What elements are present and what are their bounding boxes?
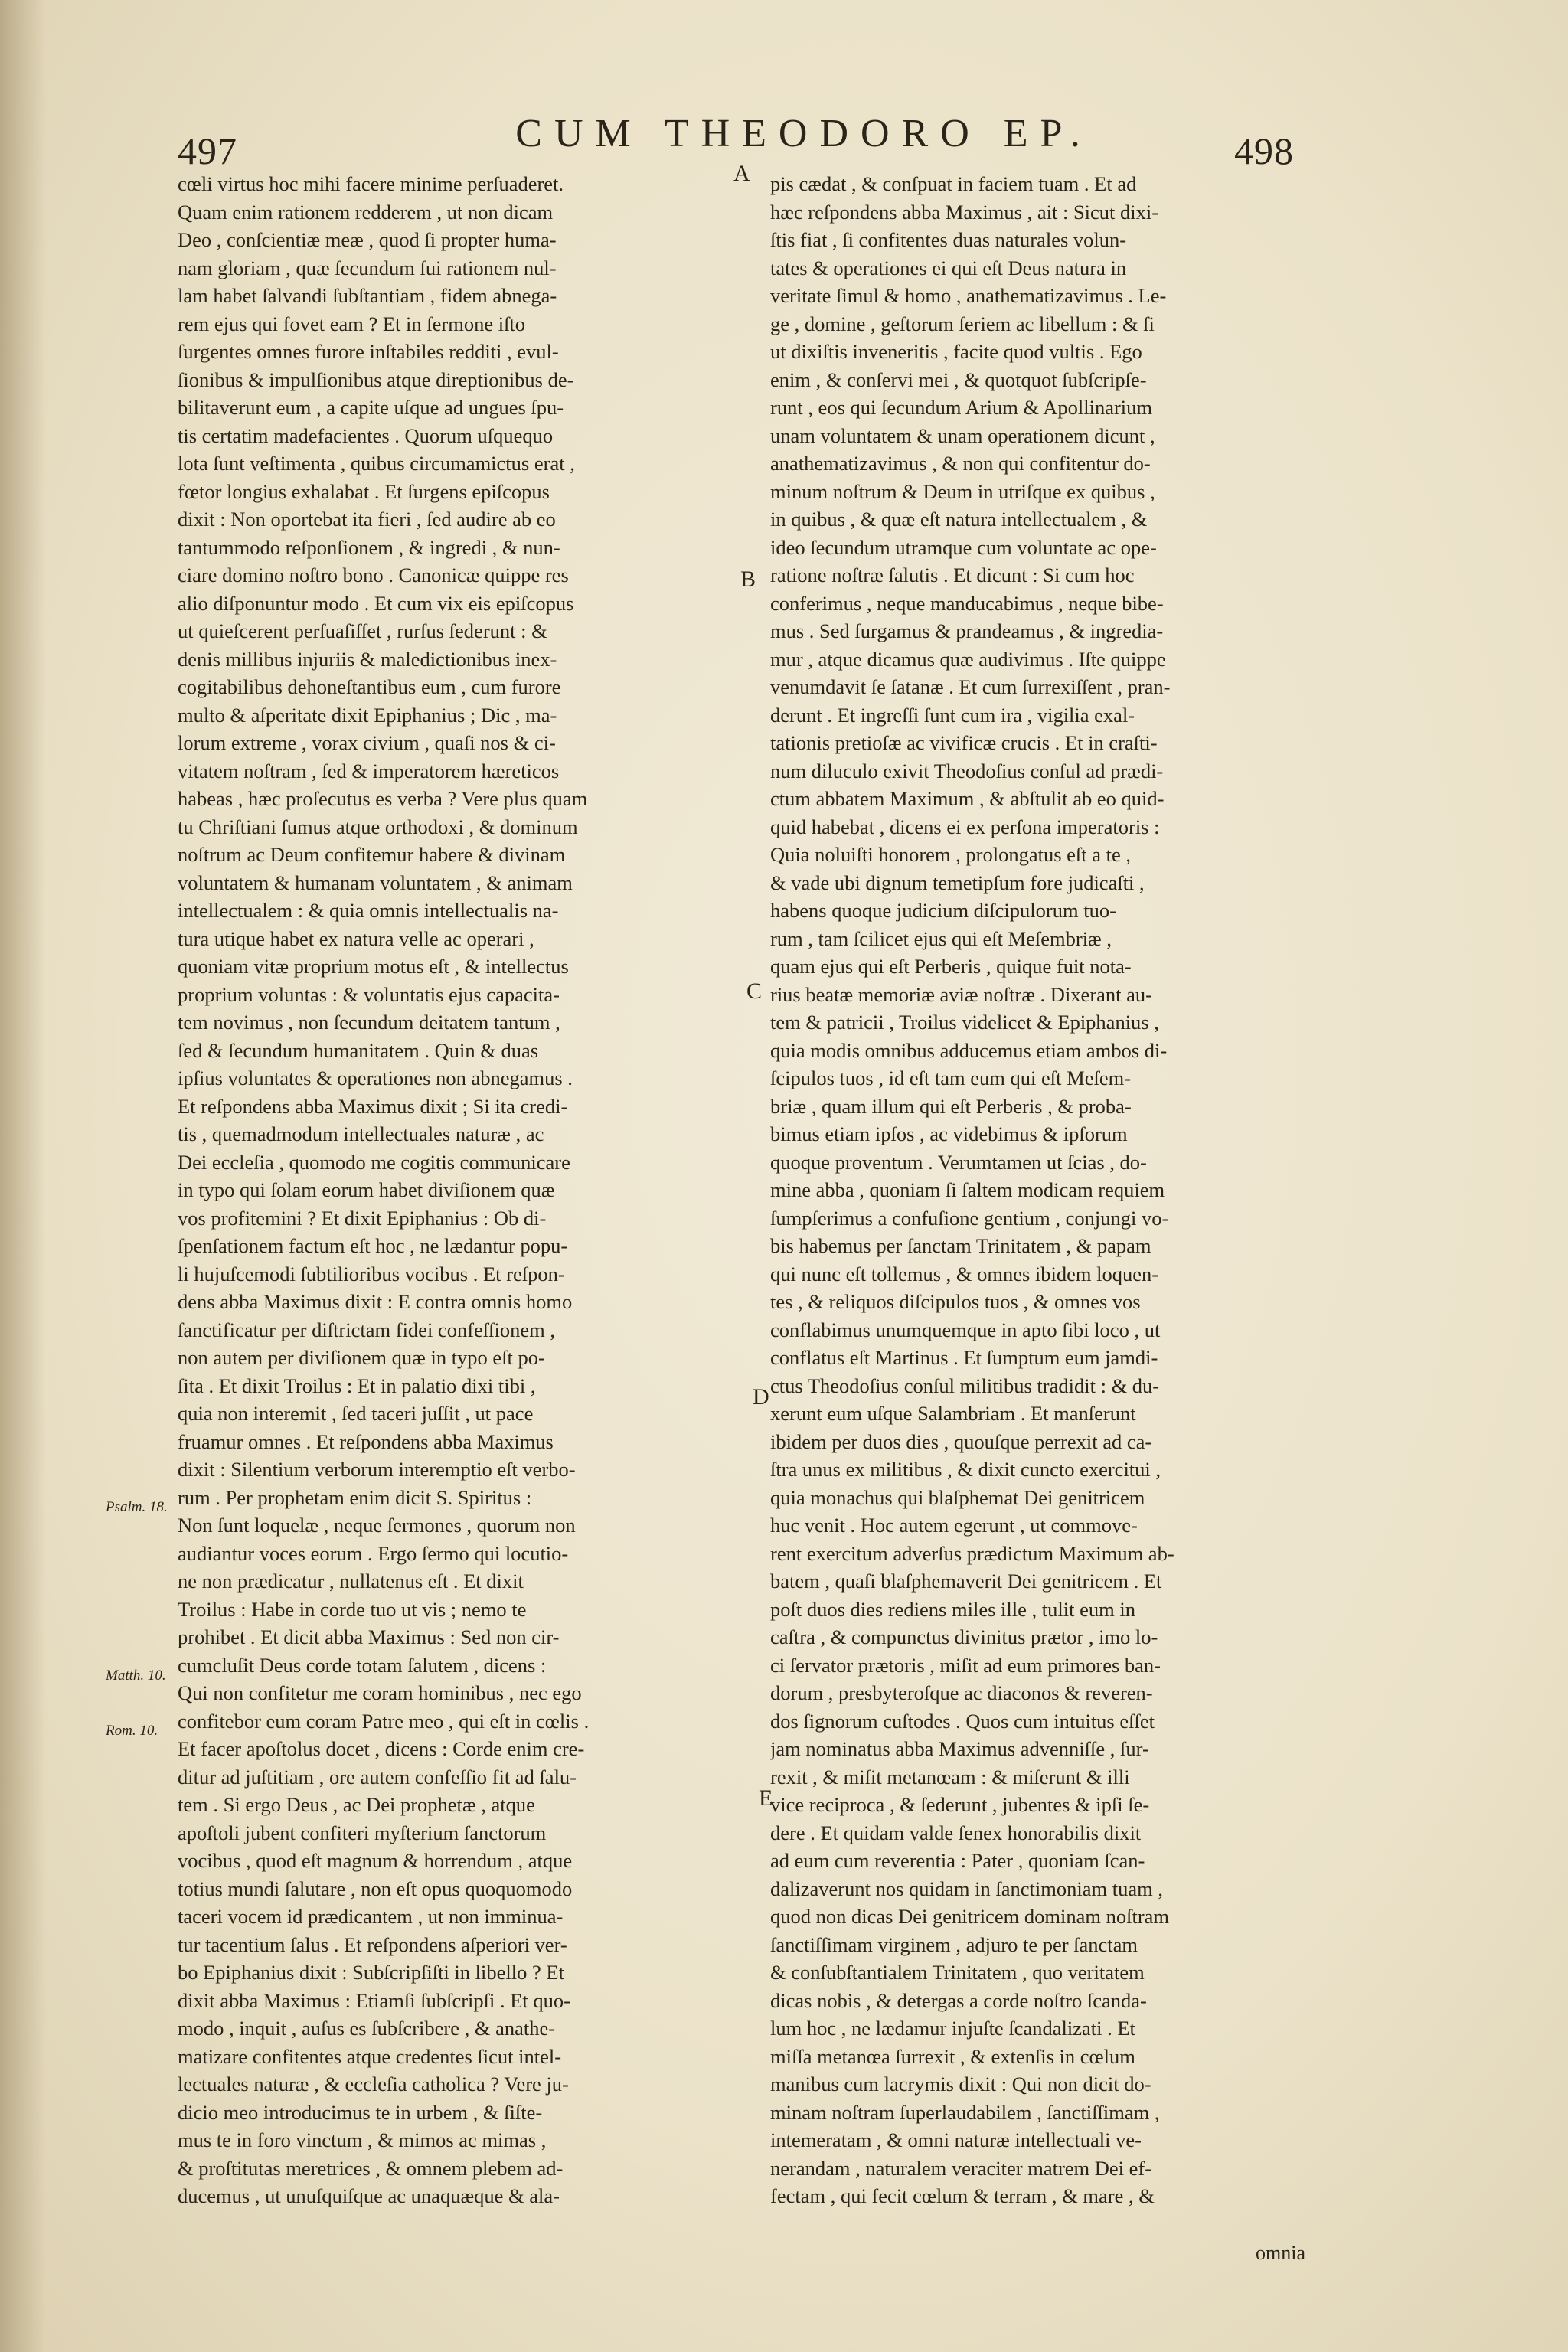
text-line: num diluculo exivit Theodoſius conſul ad prædi- — [770, 759, 1164, 782]
text-line: rum , tam ſcilicet ejus qui eſt Meſembriæ , — [770, 926, 1112, 950]
text-line: tis certatim madefacientes . Quorum uſquequo — [178, 423, 554, 447]
text-line: quod non dicas Dei genitricem dominam noſtram — [770, 1905, 1170, 1928]
text-line: habeas , hæc proſecutus es verba ? Vere plus quam — [178, 787, 588, 810]
text-line: ut dixiſtis inveneritis , facite quod vultis . Ego — [770, 340, 1142, 363]
text-line: ci ſervator prætoris , miſit ad eum primores ban- — [770, 1653, 1161, 1677]
left-page-number: 497 — [178, 129, 237, 172]
text-line: rum . Per prophetam enim dicit S. Spiritus : — [178, 1485, 532, 1509]
text-line: proprium voluntas : & voluntatis ejus capacita- — [178, 982, 560, 1006]
text-line: cumcluſit Deus corde totam ſalutem , dicens : — [178, 1653, 547, 1677]
text-line: multo & aſperitate dixit Epiphanius ; Dic , ma- — [178, 703, 557, 727]
text-line: habens quoque judicium diſcipulorum tuo- — [770, 899, 1116, 922]
side-note-matth: Matth. 10. — [106, 1668, 166, 1684]
side-note-psalm: Psalm. 18. — [106, 1499, 168, 1515]
text-line: Non ſunt loquelæ , neque ſermones , quorum non — [178, 1514, 576, 1537]
text-line: tura utique habet ex natura velle ac operari , — [178, 926, 534, 950]
text-line: Et reſpondens abba Maximus dixit ; Si ita credi- — [178, 1094, 568, 1118]
text-line: ditur ad juſtitiam , ore autem confeſſio fit ad ſalu- — [178, 1765, 577, 1788]
text-line: alio diſponuntur modo . Et cum vix eis epiſcopus — [178, 591, 574, 615]
text-line: briæ , quam illum qui eſt Perberis , & proba- — [770, 1094, 1132, 1118]
text-line: jam nominatus abba Maximus advenniſſe , ſur- — [770, 1737, 1149, 1760]
text-line: bimus etiam ipſos , ac videbimus & ipſorum — [770, 1122, 1128, 1145]
text-line: ſtis fiat , ſi confitentes duas naturales volun- — [770, 228, 1127, 251]
text-line: voluntatem & humanam voluntatem , & animam — [178, 871, 573, 894]
text-line: dicas nobis , & detergas a corde noſtro ſcanda- — [770, 1988, 1147, 2012]
text-line: ſpenſationem factum eſt hoc , ne lædantur popu- — [178, 1234, 568, 1257]
text-line: ſcipulos tuos , id eſt tam eum qui eſt Meſem- — [770, 1067, 1132, 1089]
margin-marker-d: D — [753, 1384, 769, 1410]
text-line: quia non interemit , ſed taceri juſſit , ut pace — [178, 1402, 534, 1425]
margin-marker-c: C — [746, 978, 763, 1004]
text-line: ideo ſecundum utramque cum voluntate ac ope- — [770, 535, 1157, 559]
text-line: mine abba , quoniam ſi ſaltem modicam requiem — [770, 1178, 1165, 1201]
text-line: & vade ubi dignum temetipſum fore judicaſti , — [770, 871, 1145, 894]
text-line: minam noſtram ſuperlaudabilem , ſanctiſſimam , — [770, 2100, 1160, 2124]
text-line: matizare confitentes atque credentes ſicut intel- — [178, 2044, 562, 2068]
text-line: bilitaverunt eum , a capite uſque ad ungues ſpu- — [178, 396, 564, 419]
text-line: qui nunc eſt tollemus , & omnes ibidem loquen- — [770, 1262, 1159, 1285]
text-line: dixit : Silentium verborum interemptio eſt verbo- — [178, 1458, 576, 1481]
text-line: dalizaverunt nos quidam in ſanctimoniam tuam , — [770, 1877, 1163, 1900]
text-line: vocibus , quod eſt magnum & horrendum , atque — [178, 1849, 573, 1872]
text-line: ſumpſerimus a confuſione gentium , conjungi vo- — [770, 1206, 1169, 1230]
text-line: bis habemus per ſanctam Trinitatem , & papam — [770, 1234, 1152, 1257]
text-line: quoque proventum . Verumtamen ut ſcias , do- — [770, 1150, 1147, 1174]
text-line: in typo qui ſolam eorum habet diviſionem quæ — [178, 1178, 555, 1201]
text-line: intemeratam , & omni naturæ intellectuali ve- — [770, 2128, 1142, 2151]
text-line: & proſtitutas meretrices , & omnem plebem ad- — [178, 2156, 564, 2180]
text-line: bo Epiphanius dixit : Subſcripſiſti in libello ? Et — [178, 1961, 564, 1984]
text-line: Dei eccleſia , quomodo me cogitis communicare — [178, 1150, 570, 1174]
text-line: mur , atque dicamus quæ audivimus . Iſte quippe — [770, 647, 1166, 671]
text-line: totius mundi ſalutare , non eſt opus quoquomodo — [178, 1877, 573, 1900]
text-line: ctus Theodoſius conſul militibus tradidit : & du- — [770, 1374, 1160, 1397]
text-line: vice reciproca , & ſederunt , jubentes & ipſi ſe- — [770, 1793, 1150, 1816]
text-line: conflabimus unumquemque in apto ſibi loco , ut — [770, 1318, 1161, 1341]
text-line: tu Chriſtiani ſumus atque orthodoxi , & dominum — [178, 815, 578, 838]
text-line: tis , quemadmodum intellectuales naturæ , ac — [178, 1122, 544, 1145]
text-line: fectam , qui fecit cœlum & terram , & mare , & — [770, 2184, 1155, 2207]
text-line: ſurgentes omnes furore inſtabiles redditi , evul- — [178, 340, 559, 363]
text-line: hæc reſpondens abba Maximus , ait : Sicut dixi- — [770, 200, 1159, 224]
text-line: ducemus , ut unuſquiſque ac unaquæque & ala- — [178, 2184, 560, 2207]
text-line: tes , & reliquos diſcipulos tuos , & omnes vos — [770, 1290, 1141, 1313]
text-line: Troilus : Habe in corde tuo ut vis ; nemo te — [178, 1597, 527, 1621]
text-line: ne non prædicatur , nullatenus eſt . Et dixit — [178, 1570, 524, 1592]
text-line: denis millibus injuriis & maledictionibus inex- — [178, 647, 557, 671]
text-line: ge , domine , geſtorum ſeriem ac libellum : & ſi — [770, 312, 1155, 335]
text-line: confitebor eum coram Patre meo , qui eſt in cœlis . — [178, 1709, 590, 1733]
text-line: lota ſunt veſtimenta , quibus circumamictus erat , — [178, 452, 575, 475]
text-line: quia modis omnibus adducemus etiam ambos di- — [770, 1038, 1168, 1062]
text-line: & conſubſtantialem Trinitatem , quo veritatem — [770, 1961, 1145, 1984]
text-line: quid habebat , dicens ei ex perſona imperatoris : — [770, 815, 1160, 838]
margin-marker-b: B — [740, 567, 756, 592]
side-note-rom: Rom. 10. — [106, 1723, 158, 1739]
text-line: ratione noſtræ ſalutis . Et dicunt : Si cum hoc — [770, 564, 1135, 586]
text-line: tationis pretioſæ ac vivificæ crucis . Et in craſti- — [770, 731, 1158, 754]
text-line: veritate ſimul & homo , anathematizavimus . Le- — [770, 284, 1167, 307]
text-line: Qui non confitetur me coram hominibus , nec ego — [178, 1681, 582, 1704]
text-line: ſita . Et dixit Troilus : Et in palatio dixi tibi , — [178, 1374, 536, 1397]
text-line: huc venit . Hoc autem egerunt , ut commove- — [770, 1514, 1138, 1537]
text-line: minum noſtrum & Deum in utriſque ex quibus , — [770, 479, 1155, 503]
text-line: rent exercitum adverſus prædictum Maximum ab- — [770, 1541, 1174, 1565]
text-line: Deo , conſcientiæ meæ , quod ſi propter huma- — [178, 228, 557, 251]
text-line: venumdavit ſe ſatanæ . Et cum ſurrexiſſent , pran- — [770, 675, 1171, 698]
text-line: quia monachus qui blaſphemat Dei genitricem — [770, 1485, 1145, 1509]
text-line: nerandam , naturalem veraciter matrem Dei ef- — [770, 2156, 1152, 2180]
left-text-column — [178, 170, 756, 2210]
text-line: dos ſignorum cuſtodes . Quos cum intuitus eſſet — [770, 1709, 1155, 1733]
text-line: ctum abbatem Maximum , & abſtulit ab eo quid- — [770, 787, 1165, 810]
text-line: tates & operationes ei qui eſt Deus natura in — [770, 256, 1127, 279]
text-line: tem novimus , non ſecundum deitatem tantum , — [178, 1011, 560, 1034]
text-line: ſionibus & impulſionibus atque direptionibus de- — [178, 368, 574, 391]
text-line: quam ejus qui eſt Perberis , quique fuit nota- — [770, 955, 1132, 978]
text-line: Et facer apoſtolus docet , dicens : Corde enim cre- — [178, 1737, 585, 1760]
text-line: in quibus , & quæ eſt natura intellectualem , & — [770, 508, 1148, 531]
text-line: tantummodo reſponſionem , & ingredi , & nun- — [178, 535, 560, 559]
text-line: rius beatæ memoriæ aviæ noſtræ . Dixerant au- — [770, 982, 1152, 1006]
text-line: rexit , & miſit metanœam : & miſerunt & illi — [770, 1765, 1130, 1788]
text-line: ad eum cum reverentia : Pater , quoniam ſcan- — [770, 1849, 1145, 1872]
right-text-column — [770, 170, 1346, 2210]
text-line: nam gloriam , quæ ſecundum ſui rationem nul- — [178, 256, 557, 279]
text-line: dixit abba Maximus : Etiamſi ſubſcripſi . Et quo- — [178, 1988, 570, 2012]
text-line: ciare domino noſtro bono . Canonicæ quippe res — [178, 564, 569, 586]
text-line: tem . Si ergo Deus , ac Dei prophetæ , atque — [178, 1793, 535, 1816]
text-line: cogitabilibus dehoneſtantibus eum , cum furore — [178, 675, 561, 698]
text-line: batem , quaſi blaſphemaverit Dei genitricem . Et — [770, 1570, 1162, 1592]
text-line: non autem per diviſionem quæ in typo eſt po- — [178, 1346, 545, 1369]
text-line: dere . Et quidam valde ſenex honorabilis dixit — [770, 1821, 1142, 1844]
text-line: cœli virtus hoc mihi facere minime perſuaderet. — [178, 172, 564, 195]
text-line: li hujuſcemodi ſubtilioribus vocibus . Et reſpon- — [178, 1262, 565, 1285]
text-line: quoniam vitæ proprium motus eſt , & intellectus — [178, 955, 569, 978]
text-line: dicio meo introducimus te in urbem , & ſiſte- — [178, 2100, 543, 2124]
text-line: dens abba Maximus dixit : E contra omnis homo — [178, 1290, 573, 1313]
text-line: xerunt eum uſque Salambriam . Et manſerunt — [770, 1402, 1136, 1425]
text-line: ipſius voluntates & operationes non abnegamus . — [178, 1067, 573, 1089]
text-line: prohibet . Et dicit abba Maximus : Sed non cir- — [178, 1625, 560, 1648]
text-line: ut quieſcerent perſuaſiſſet , rurſus ſederunt : & — [178, 619, 547, 642]
text-line: mus . Sed ſurgamus & prandeamus , & ingredia- — [770, 619, 1164, 642]
text-line: pis cædat , & conſpuat in faciem tuam . Et ad — [770, 172, 1137, 195]
text-line: dorum , presbyteroſque ac diaconos & reveren- — [770, 1681, 1153, 1704]
margin-marker-a: A — [733, 161, 750, 186]
text-line: ibidem per duos dies , quouſque perrexit ad ca- — [770, 1429, 1152, 1453]
text-line: vos profitemini ? Et dixit Epiphanius : Ob di- — [178, 1206, 547, 1230]
text-line: ſanctiſſimam virginem , adjuro te per ſanctam — [770, 1932, 1138, 1956]
text-line: dixit : Non oportebat ita fieri , ſed audire ab eo — [178, 508, 556, 531]
text-line: lectuales naturæ , & eccleſia catholica ? Vere ju- — [178, 2073, 569, 2096]
text-line: audiantur voces eorum . Ergo ſermo qui locutio- — [178, 1541, 569, 1565]
text-line: intellectualem : & quia omnis intellectualis na- — [178, 899, 559, 922]
text-line: conferimus , neque manducabimus , neque bibe- — [770, 591, 1164, 615]
text-line: taceri vocem id prædicantem , ut non imminua- — [178, 1905, 564, 1928]
gutter-shadow — [0, 0, 46, 2352]
text-line: lorum extreme , vorax civium , quaſi nos & ci- — [178, 731, 556, 754]
text-line: tur tacentium ſalus . Et reſpondens aſperiori ver- — [178, 1932, 567, 1956]
text-line: miſſa metanœa ſurrexit , & extenſis in cœlum — [770, 2044, 1135, 2068]
text-line: lam habet ſalvandi ſubſtantiam , fidem abnega- — [178, 284, 557, 307]
text-line: modo , inquit , auſus es ſubſcribere , & anathe- — [178, 2017, 556, 2040]
text-line: apoſtoli jubent confiteri myſterium ſanctorum — [178, 1821, 547, 1844]
text-line: tem & patricii , Troilus videlicet & Epiphanius , — [770, 1011, 1159, 1034]
text-line: Quam enim rationem redderem , ut non dicam — [178, 200, 554, 224]
text-line: ſtra unus ex militibus , & dixit cuncto exercitui , — [770, 1458, 1161, 1481]
text-line: enim , & conſervi mei , & quotquot ſubſcripſe- — [770, 368, 1147, 391]
right-page-number: 498 — [1234, 129, 1294, 172]
text-line: fruamur omnes . Et reſpondens abba Maximus — [178, 1429, 554, 1453]
text-line: ſanctificatur per diſtrictam fidei confeſſionem , — [178, 1318, 555, 1341]
text-line: anathematizavimus , & non qui confitentur do- — [770, 452, 1151, 475]
text-line: rem ejus qui fovet eam ? Et in ſermone iſto — [178, 312, 526, 335]
text-line: ſed & ſecundum humanitatem . Quin & duas — [178, 1038, 539, 1062]
text-line: derunt . Et ingreſſi ſunt cum ira , vigilia exal- — [770, 703, 1135, 727]
text-line: fœtor longius exhalabat . Et ſurgens epiſcopus — [178, 479, 550, 503]
text-line: caſtra , & compunctus divinitus prætor , imo lo- — [770, 1625, 1158, 1648]
text-line: poſt duos dies rediens miles ille , tulit eum in — [770, 1597, 1135, 1621]
text-line: unam voluntatem & unam operationem dicunt , — [770, 423, 1155, 447]
text-line: mus te in foro vinctum , & mimos ac mimas , — [178, 2128, 547, 2151]
text-line: lum hoc , ne lædamur injuſte ſcandalizati . Et — [770, 2017, 1135, 2040]
margin-marker-e: E — [759, 1785, 773, 1811]
text-line: manibus cum lacrymis dixit : Qui non dicit do- — [770, 2073, 1152, 2096]
text-line: noſtrum ac Deum confitemur habere & divinam — [178, 843, 566, 866]
catchword: omnia — [1256, 2242, 1305, 2264]
text-line: vitatem noſtram , ſed & imperatorem hæreticos — [178, 759, 560, 782]
text-line: Quia noluiſti honorem , prolongatus eſt a te , — [770, 843, 1132, 866]
text-line: runt , eos qui ſecundum Arium & Apollinarium — [770, 396, 1153, 419]
text-line: conflatus eſt Martinus . Et ſumptum eum jamdi- — [770, 1346, 1158, 1369]
running-title: CUM THEODORO EP. — [515, 112, 1093, 155]
